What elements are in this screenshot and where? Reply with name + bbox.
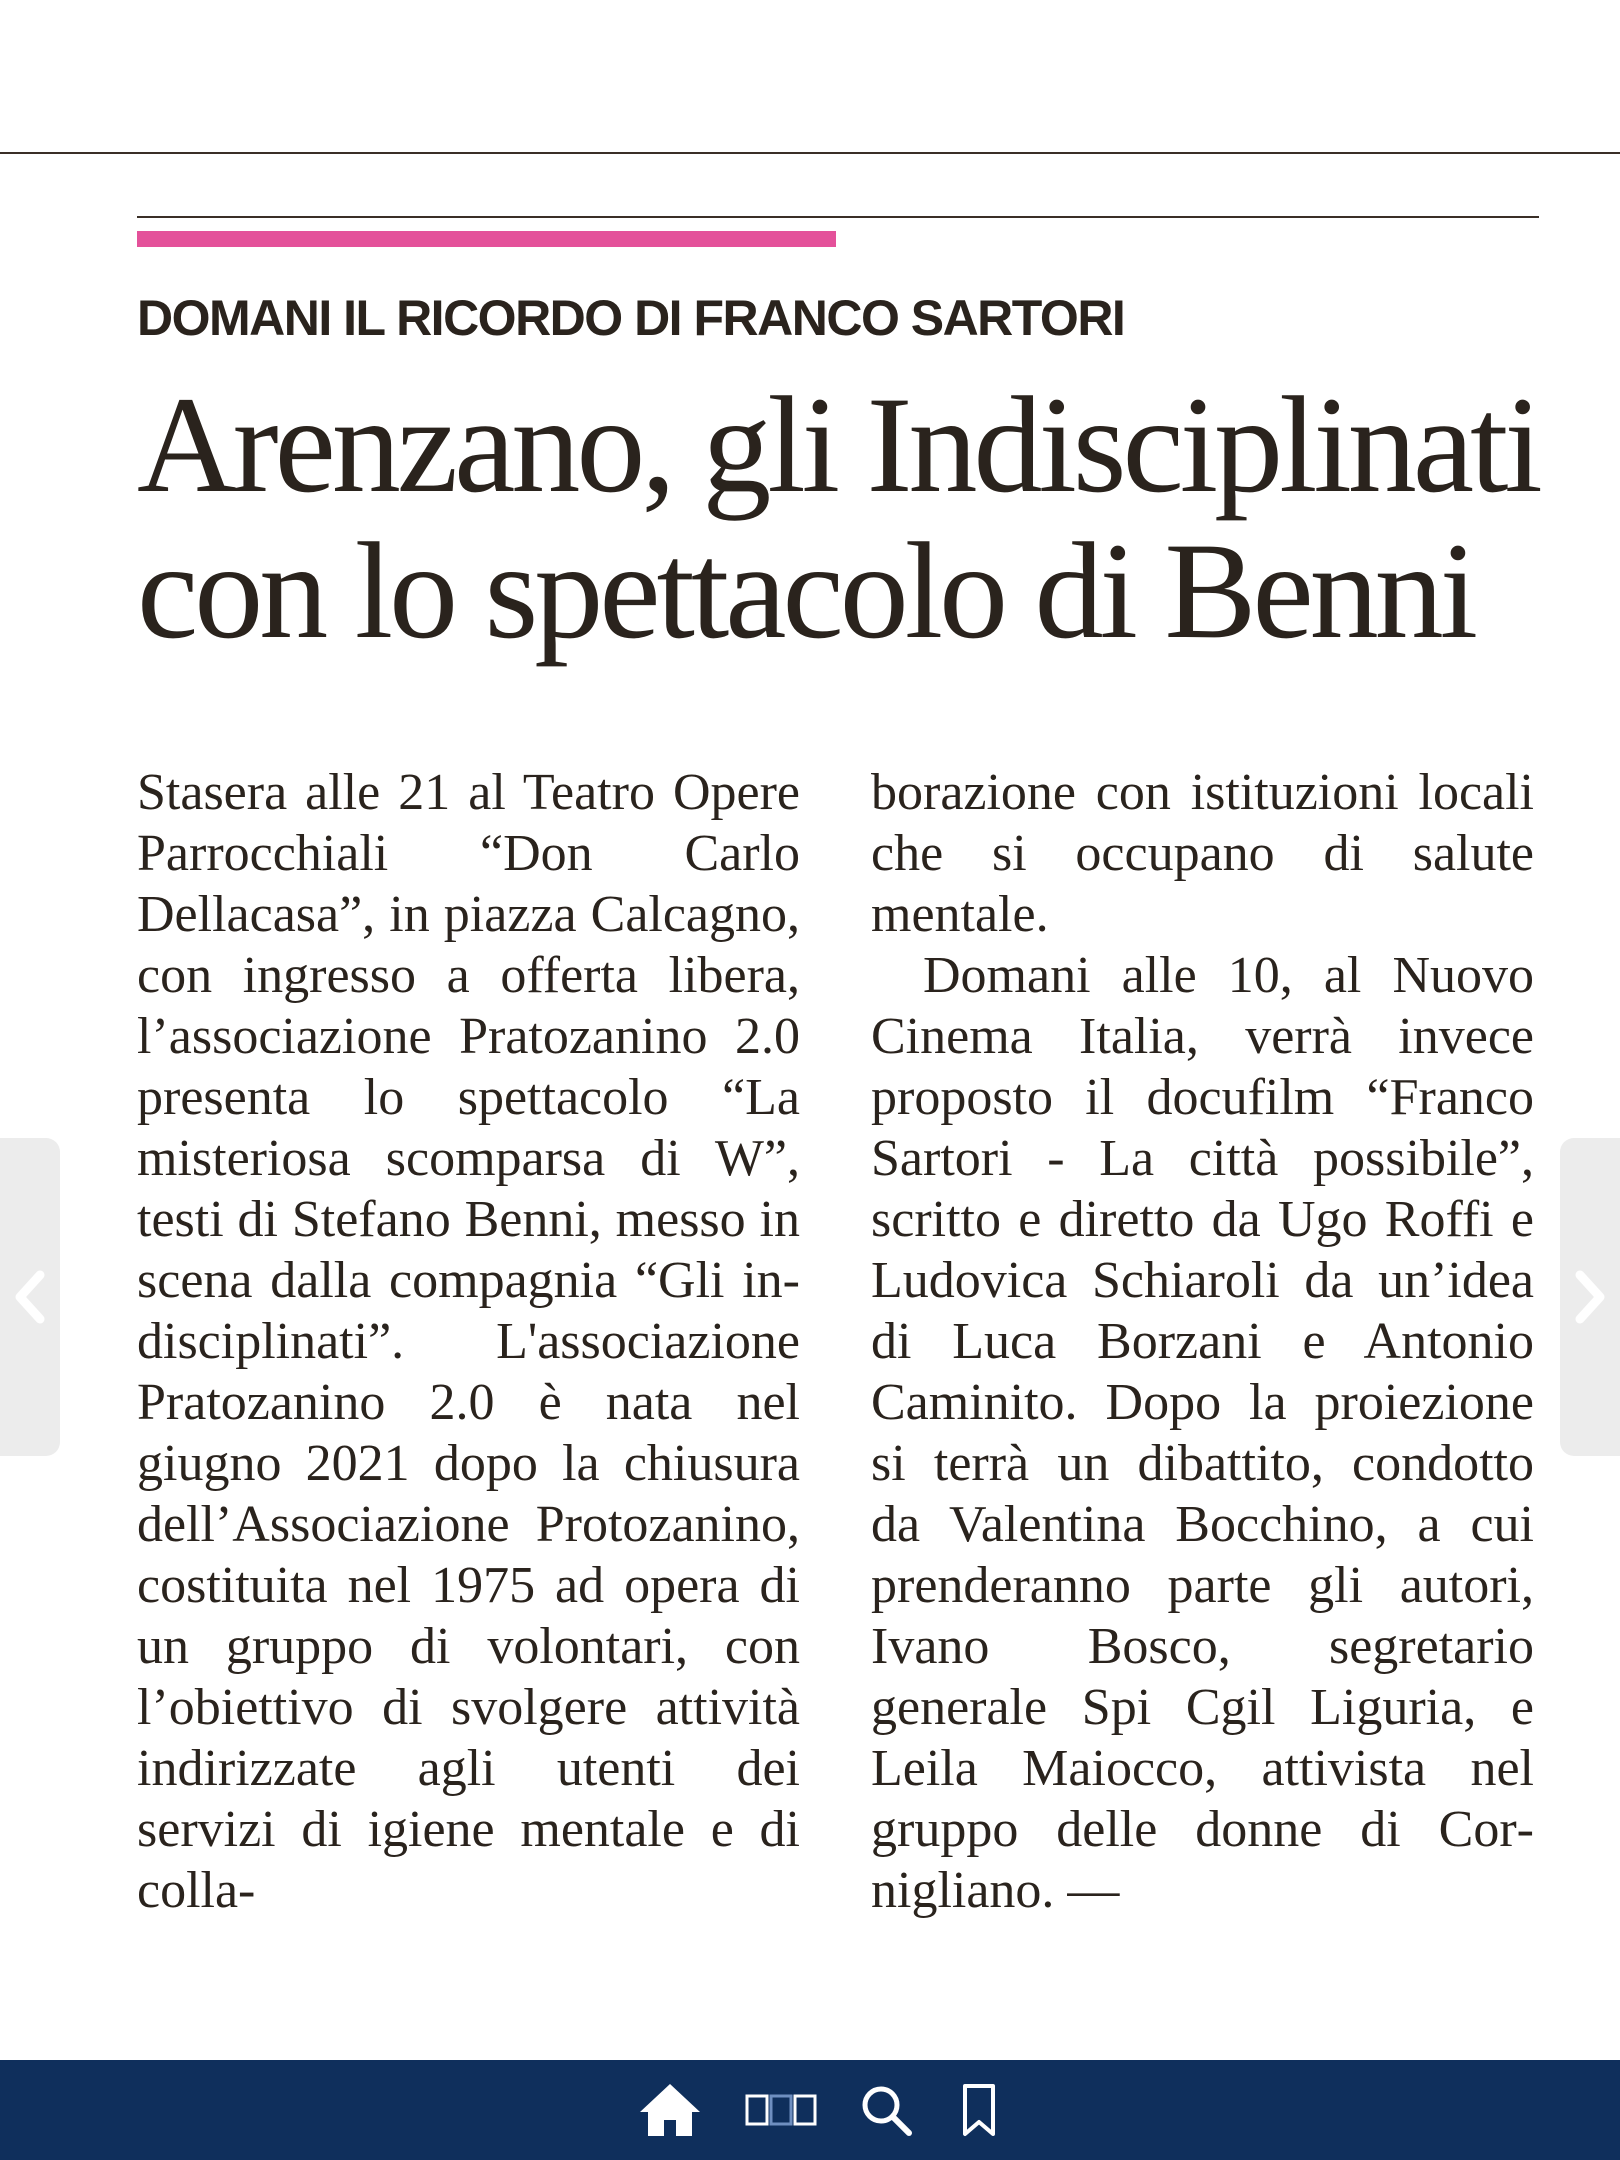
article-column-left	[137, 762, 800, 1921]
next-page-button[interactable]	[1560, 1138, 1620, 1456]
body-paragraph: Stasera alle 21 al Teatro Opere Parrocchiali “Don Carlo Dellacasa”, in piazza Calcagno, con ingresso a offerta libera, l’associazione Pratozanino 2.0 presenta lo spettacolo “La misteriosa scomparsa di W”, testi di Stefano Benni, messo in scena dalla compagnia “Gli indisciplinati”. L'associazione Pratozanino 2.0 è nata nel giugno 2021 dopo la chiusura dell’Associazione Protozanino, costituita nel 1975 ad opera di un gruppo di volontari, con l’obiettivo di svolgere attività indirizzate agli utenti dei servizi di igiene mentale e di colla-	[137, 764, 800, 1919]
top-divider	[0, 152, 1620, 154]
headline-line-2: con lo spettacolo di Benni	[137, 514, 1475, 667]
previous-page-button[interactable]	[0, 1138, 60, 1456]
article-headline	[137, 368, 1557, 667]
home-icon	[638, 2082, 702, 2138]
article-kicker: DOMANI IL RICORDO DI FRANCO SARTORI	[137, 290, 1125, 346]
home-button[interactable]	[630, 2060, 710, 2160]
body-paragraph: Domani alle 10, al Nuovo Cinema Italia, verrà invece proposto il docufilm “Franco Sartori - La città possibile”, scritto e diretto da Ugo Roffi e Ludovica Schiaroli da un’idea di Luca Borzani e Antonio Caminito. Dopo la proiezione si terrà un dibattito, condotto da Valentina Bocchino, a cui prenderanno parte gli autori, Ivano Bosco, segretario generale Spi Cgil Liguria, e Leila Maiocco, attivista nel gruppo delle donne di Cornigliano. —	[871, 947, 1534, 1919]
body-paragraph-continued: borazione con istituzioni locali che si occupano di salute mentale.	[871, 764, 1534, 943]
section-rule	[137, 216, 1539, 218]
chevron-right-icon	[1570, 1267, 1610, 1327]
section-accent-bar	[137, 231, 836, 247]
bookmark-icon	[959, 2082, 999, 2138]
two-page-view-icon	[741, 2090, 821, 2130]
two-page-view-button[interactable]	[736, 2060, 826, 2160]
bottom-toolbar	[0, 2060, 1620, 2160]
chevron-left-icon	[10, 1267, 50, 1327]
headline-line-1: Arenzano, gli Indisciplinati	[137, 368, 1539, 521]
bookmark-button[interactable]	[944, 2060, 1014, 2160]
search-button[interactable]	[846, 2060, 926, 2160]
search-icon	[858, 2082, 914, 2138]
article-column-right	[871, 762, 1534, 1921]
